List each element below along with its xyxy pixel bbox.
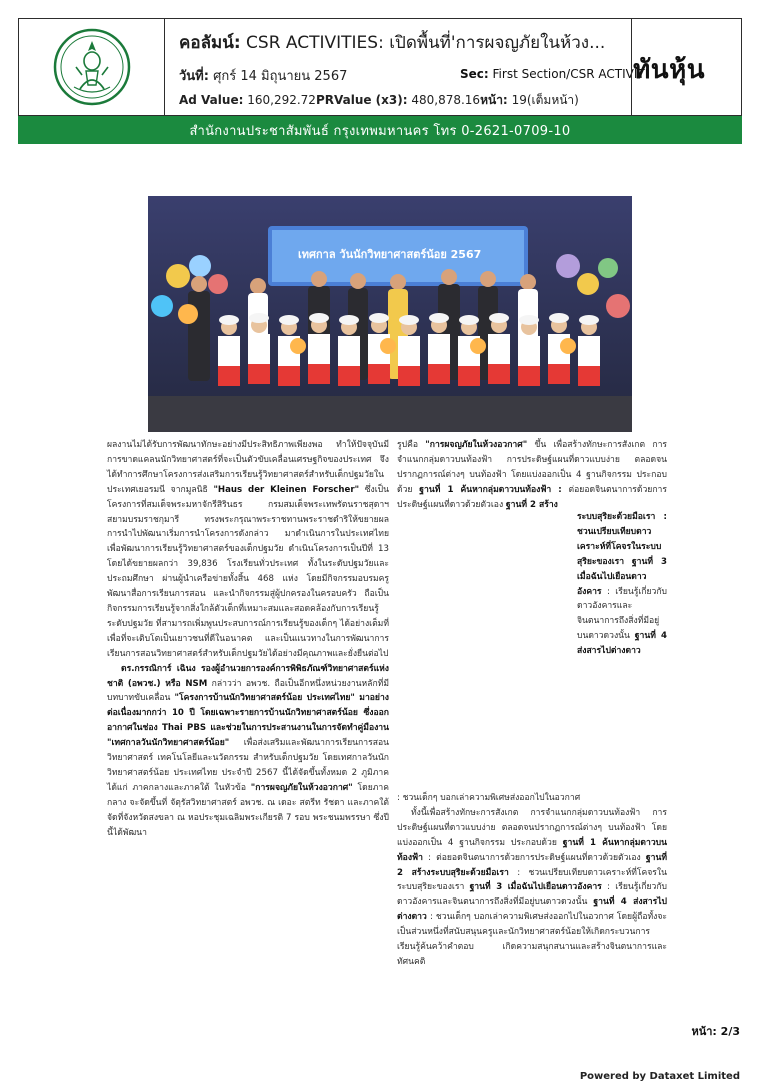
date-value: ศุกร์ 14 มิถุนายน 2567 xyxy=(213,69,348,84)
date-row xyxy=(179,65,347,86)
event-photo xyxy=(148,196,632,432)
paragraph-text: ซึ่งเป็นโครงการที่สมเด็จพระมหาจักรีสิรินธร กรมสมเด็จพระเทพรัตนราชสุดาฯ สยามบรมราชกุมารี ทรงพระกรุณาพระราชทานพระราชดำริให้ขยายผลการนำไปพัฒนาเริ่มการนำโครงการดังกล่าว มาดำเนินการในประเทศไทย เพื่อพัฒนาการเรียนรู้วิทยาศาสตร์ของเด็กปฐมวัย ดำเนินโครงการเป็นปีที่ 13 โดยได้ขยายผลกว่า 39,836 โรงเรียนทั่วประเทศ ทั้งในระดับปฐมวัยและประถมศึกษา ผ่านผู้นำเครือข่ายทั้งสิ้น 468 แห่ง โดยมีกิจกรรมอบรมครู พัฒนาสื่อการเรียนการสอน และนำกิจกรรมสู่ผู้ปกครองในครอบครัว ถือเป็นกิจกรรมการเรียนรู้จากสิ่งใกล้ตัวเด็กที่เหมาะสมและสอดคล้องกับการเรียนรู้ระดับปฐมวัย ที่สามารถเพิ่มพูนประสบการณ์การเรียนรู้ของเด็กๆ ได้อย่างเต็มที่ เพื่อที่จะเติบโตเป็นเยาวชนที่ดีในอนาคต และเป็นแนวทางในการพัฒนาการเรียนการสอนวิทยาศาสตร์สำหรับเด็กปฐมวัยได้อย่างมีคุณภาพและยั่งยืนต่อไป xyxy=(107,484,390,659)
column-title-row xyxy=(179,29,605,56)
clipping-meta xyxy=(179,27,649,111)
article-paragraph xyxy=(107,662,389,841)
agency-banner: สำนักงานประชาสัมพันธ์ กรุงเทพมหานคร โทร 0-2621-0709-10 xyxy=(18,116,742,144)
paragraph-bold: ฐานที่ 4 ส่งสารไปต่างดาว xyxy=(577,631,668,657)
paragraph-bold: "การผจญภัยในห้วงอวกาศ" xyxy=(425,440,528,450)
paragraph-bold: ฐานที่ 2 สร้างระบบสุริยะด้วยมือเรา xyxy=(397,852,668,878)
page-number: หน้า: 2/3 xyxy=(691,1025,740,1038)
event-photo-illustration xyxy=(148,196,632,432)
paragraph-text: กล่าวว่า อพวช. ถือเป็นอีกหนึ่งหน่วยงานหลักที่มีบทบาทขับเคลื่อน xyxy=(107,678,389,704)
pr-value-label: PRValue (x3): xyxy=(315,93,408,107)
article-column-2-top xyxy=(397,438,667,510)
paragraph-bold: ดร.กรรณิการ์ เฉินง รองผู้อำนวยการองค์การพิพิธภัณฑ์วิทยาศาสตร์แห่งชาติ (อพวช.) หรือ NSM xyxy=(107,663,389,689)
paragraph-text: : ชวนเด็กๆ บอกเล่าความพิเศษส่งออกไปในอวกาศ โดยผู้ถือทั้งจะเป็นส่วนหนึ่งที่สนับสนุนครูและนักวิทยาศาสตร์น้อยให้เกิดกระบวนการเรียนรู้ค้นคว้าคำตอบ เกิดความสนุกสนานและสร้างจินตนาการและทัศนคติ xyxy=(397,912,668,967)
paragraph-text: ต่อยอดจินตนาการด้วยการประดิษฐ์แผนที่ดาวด้วยตัวเอง xyxy=(397,484,667,510)
article-paragraph xyxy=(397,806,667,970)
paragraph-bold: "Haus der Kleinen Forscher" xyxy=(213,484,360,495)
paragraph-text: : ชวนเปรียบเทียบดาวเคราะห์ที่โคจรในระบบสุริยะของเรา xyxy=(397,867,667,893)
stage-title: เทศกาล วันนักวิทยาศาสตร์น้อย 2567 xyxy=(298,248,482,261)
section-row xyxy=(460,67,649,81)
clipping-header xyxy=(18,18,742,116)
paragraph-text: : ชวนเด็กๆ บอกเล่าความพิเศษส่งออกไปในอวกาศ xyxy=(397,793,581,803)
article-paragraph xyxy=(577,510,667,659)
article-column-2-bottom xyxy=(397,791,667,1016)
paragraph-text: ขึ้น เพื่อสร้างทักษะการสังเกต การจำแนกกลุ่มดาวบนท้องฟ้า การประดิษฐ์แผนที่ดาวแบบง่าย ตลอดจนปรากฏการณ์ต่างๆ บนท้องฟ้า โดยแบ่งออกเป็น 4 ฐานกิจกรรม ประกอบด้วย xyxy=(397,440,668,495)
paragraph-text: ทั้งนี้เพื่อสร้างทักษะการสังเกต การจำแนกกลุ่มดาวบนท้องฟ้า การประดิษฐ์แผนที่ดาวแบบง่าย ตลอดจนปรากฏการณ์ต่างๆ บนท้องฟ้า โดยแบ่งออกเป็น 4 ฐานกิจกรรม ประกอบด้วย xyxy=(397,807,667,848)
paragraph-text: : เรียนรู้เกี่ยวกับดาวอังคารและจินตนาการถึงสิ่งที่มีอยู่บนดาวดวงนั้น xyxy=(397,882,668,908)
logo-box xyxy=(19,19,165,115)
pr-value: 480,878.16 xyxy=(411,93,481,107)
powered-by: Powered by Dataxet Limited xyxy=(579,1071,740,1082)
publication-divider xyxy=(631,19,632,115)
paragraph-bold: ฐานที่ 1 ค้นหากลุ่มดาวบนท้องฟ้า : xyxy=(419,484,562,495)
paragraph-bold: "การผจญภัยในห้วงอวกาศ" xyxy=(250,782,353,793)
paragraph-text: เพื่อส่งเสริมและพัฒนาการเรียนการสอนวิทยาศาสตร์ เทคโนโลยีและนวัตกรรม สำหรับเด็กปฐมวัย โดยเทศกาลวันนักวิทยาศาสตร์น้อย ประเทศไทย ประจำปี 2567 นี้ได้จัดขึ้นทั้งหมด 2 ภูมิภาค ได้แก่ ภาคกลางและภาคใต้ ในหัวข้อ xyxy=(107,738,389,793)
ad-value: 160,292.72 xyxy=(247,93,316,107)
column-title: CSR ACTIVITIES: เปิดพื้นที่'การผจญภัยในห้วง... xyxy=(246,33,606,53)
paragraph-text: ระบบสุริยะด้วยมือเรา : ชวนเปรียบเทียบดาวเคราะห์ที่โคจรในระบบสุริยะของเรา xyxy=(577,512,667,567)
article-paragraph xyxy=(397,791,667,806)
paragraph-text: : เรียนรู้เกี่ยวกับดาวอังคารและจินตนาการถึงสิ่งที่มีอยู่บนดาวดวงนั้น xyxy=(577,586,667,642)
page-value: 19(เต็มหน้า) xyxy=(511,93,579,107)
publication-name: ทันหุ้น xyxy=(633,55,705,85)
paragraph-bold: ฐานที่ 4 ส่งสารไปต่างดาว xyxy=(397,897,668,923)
column-label: คอลัมน์: xyxy=(179,33,241,53)
paragraph-bold: ฐานที่ 1 ค้นหากลุ่มดาวบนท้องฟ้า xyxy=(397,837,667,863)
article-paragraph xyxy=(107,438,389,662)
article-column-2-narrow xyxy=(577,510,667,659)
paragraph-bold: "โครงการบ้านนักวิทยาศาสตร์น้อย ประเทศไทย" มาอย่างต่อเนื่องมากกว่า 10 ปี โดยเฉพาะรายการบ้านนักวิทยาศาสตร์น้อย ซึ่งออกอากาศในช่อง Thai PBS และช่วยในการประสานงานในการจัดทำคู่มืองาน "เทศกาลวันนักวิทยาศาสตร์น้อย" xyxy=(107,693,389,749)
paragraph-text: ผลงานไม่ได้รับการพัฒนาทักษะอย่างมีประสิทธิภาพเพียงพอ ทำให้ปัจจุบันมีการขาดแคลนนักวิทยาศาสตร์ที่จะเป็นตัวขับเคลื่อนเศรษฐกิจของประเทศ จึงได้ทำการศึกษาโครงการส่งเสริมการเรียนรู้วิทยาศาสตร์สำหรับเด็กปฐมวัยในประเทศเยอรมนี จากมูลนิธิ xyxy=(107,440,389,495)
paragraph-text: โดยภาคกลาง จะจัดขึ้นที่ จัตุรัสวิทยาศาสตร์ อพวช. ณ เดอะ สตรีท รัชดา และภาคใต้ จัดที่จังหวัดสงขลา ณ หอประชุมเฉลิมพระเกียรติ 7 รอบ พระชนมพรรษา ซึ่งปีนี้ได้พัฒนา xyxy=(107,782,389,838)
paragraph-bold: ฐานที่ 3 เมื่อฉันไปเยือนดาวอังคาร xyxy=(469,882,602,893)
paragraph-bold: ฐานที่ 3 เมื่อฉันไปเยือนดาวอังคาร xyxy=(577,556,667,597)
value-row xyxy=(179,91,579,110)
bangkok-seal-icon xyxy=(52,27,132,107)
date-label: วันที่: xyxy=(179,69,209,84)
ad-value-label: Ad Value: xyxy=(179,93,244,107)
page-label: หน้า: xyxy=(480,93,508,107)
article-column-1 xyxy=(107,438,389,1023)
paragraph-text: : ต่อยอดจินตนาการด้วยการประดิษฐ์แผนที่ดาวด้วยตัวเอง xyxy=(428,852,641,863)
section-label: Sec: xyxy=(460,67,489,81)
paragraph-bold: ฐานที่ 2 สร้าง xyxy=(505,499,558,510)
paragraph-text: รูปคือ xyxy=(397,440,418,450)
article-paragraph xyxy=(397,438,667,513)
section-value: First Section/CSR ACTIVITI xyxy=(492,67,649,81)
